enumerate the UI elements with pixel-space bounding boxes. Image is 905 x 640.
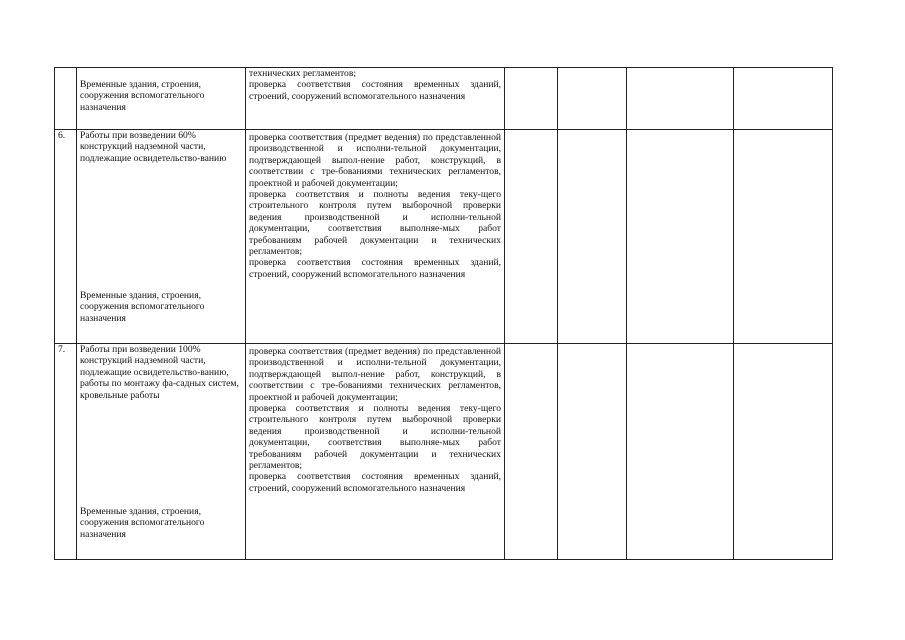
empty-cell [558,68,627,130]
check-item: проверка соответствия и полноты ведения теку-щего строительного контроля путем выборочной проверки ведения производственной и исполни-тельной документации, соответствия выполняе-мых работ требованиям рабочей документации и технических регламентов; [249,403,501,472]
temp-buildings-label: Временные здания, строения, сооружения вспомогательного назначения [80,79,205,113]
empty-cell [505,130,558,344]
row-number: 6. [55,130,77,344]
checks-cell [246,344,505,560]
empty-cell [734,344,833,560]
check-item: проверка соответствия состояния временных зданий, строений, сооружений вспомогательного назначения [249,257,501,280]
empty-cell [505,68,558,130]
works-description: Работы при возведении 100% конструкций надземной части, подлежащие освидетельство-ванию, работы по монтажу фа-садных систем, кровельные работы [80,344,239,401]
table-row [55,344,833,560]
check-item: проверка соответствия (предмет ведения) по представленной производственной и исполни-тельной документации, подтверждающей выпол-нение работ, конструкций, в соответствии с тре-бованиями технических регламентов, проектной и рабочей документации; [249,132,501,189]
row-number: 7. [55,344,77,560]
check-item: проверка соответствия (предмет ведения) по представленной производственной и исполни-тельной документации, подтверждающей выпол-нение работ, конструкций, в соответствии с тре-бованиями технических регламентов, проектной и рабочей документации; [249,346,501,403]
row-number [55,68,77,130]
empty-cell [734,68,833,130]
empty-cell [558,344,627,560]
table-row [55,130,833,344]
check-item: проверка соответствия и полноты ведения теку-щего строительного контроля путем выборочной проверки ведения производственной и исполни-тельной документации, соответствия выполняе-мых работ требованиям рабочей документации и технических регламентов; [249,189,501,258]
works-description: Работы при возведении 60% конструкций надземной части, подлежащие освидетельство-ванию [80,130,227,164]
inspection-table [54,67,833,560]
check-item: технических регламентов; [249,68,357,79]
spacer [80,68,242,79]
empty-cell [627,130,734,344]
empty-cell [505,344,558,560]
empty-cell [627,68,734,130]
empty-cell [558,130,627,344]
temp-buildings-label: Временные здания, строения, сооружения вспомогательного назначения [80,506,205,540]
table-row [55,68,833,130]
works-cell [77,344,246,560]
checks-cell [246,68,505,130]
works-cell [77,130,246,344]
empty-cell [734,130,833,344]
works-cell [77,68,246,130]
check-item: проверка соответствия состояния временных зданий, строений, сооружений вспомогательного назначения [249,79,501,102]
temp-buildings-label: Временные здания, строения, сооружения вспомогательного назначения [80,290,205,324]
check-item: проверка соответствия состояния временных зданий, строений, сооружений вспомогательного назначения [249,471,501,494]
checks-cell [246,130,505,344]
empty-cell [627,344,734,560]
